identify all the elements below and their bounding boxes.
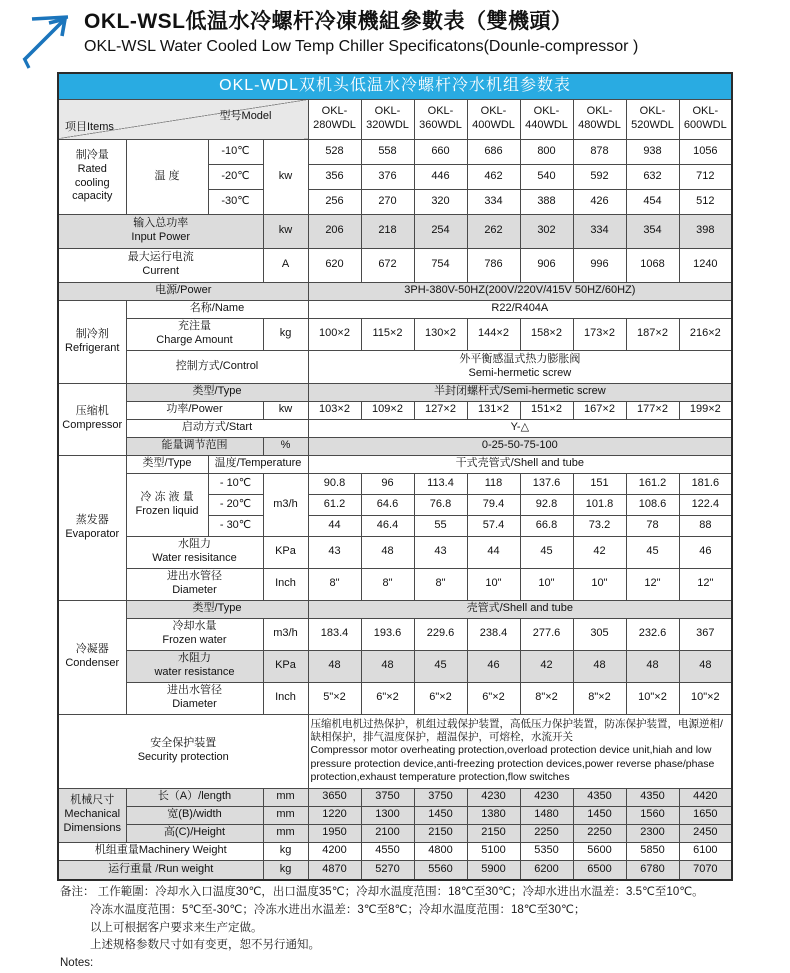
value-cell: 277.6 (520, 618, 573, 650)
unit-cell: kg (263, 318, 308, 350)
value-cell: 79.4 (467, 494, 520, 515)
value-cell: 2450 (679, 824, 732, 842)
value-cell: 8" (414, 568, 467, 600)
value-cell: 672 (361, 248, 414, 282)
refrigerant-category-cell: 制冷剂 Refrigerant (58, 300, 126, 383)
table-row (58, 455, 732, 473)
table-row (58, 300, 732, 318)
page-title-en: OKL-WSL Water Cooled Low Temp Chiller Specificatons(Dounle-compressor ) (84, 38, 639, 55)
model-header: OKL- 400WDL (467, 99, 520, 139)
value-cell: 76.8 (414, 494, 467, 515)
value-cell: 320 (414, 189, 467, 214)
unit-cell: m3/h (263, 618, 308, 650)
value-cell: 800 (520, 139, 573, 164)
value-cell: 206 (308, 214, 361, 248)
table-row (58, 282, 732, 300)
value-cell: 6200 (520, 860, 573, 880)
value-cell: 10" (520, 568, 573, 600)
value-cell: 46 (467, 650, 520, 682)
value-cell: 6780 (626, 860, 679, 880)
table-row (58, 650, 732, 682)
corner-cell (58, 99, 308, 139)
value-cell: 161.2 (626, 473, 679, 494)
value-cell: 73.2 (573, 515, 626, 536)
energy-range-value-cell: 0-25-50-75-100 (308, 437, 732, 455)
value-cell: 8"×2 (520, 682, 573, 714)
value-cell: 1300 (361, 806, 414, 824)
value-cell: 232.6 (626, 618, 679, 650)
note-line: 备注： 工作範圍：冷却水入口温度30℃，出口温度35℃；冷却水温度范围：18℃至30℃；冷却水进出水温差：3.5℃至10℃。 (60, 886, 704, 898)
value-cell: 10" (467, 568, 520, 600)
value-cell: 4870 (308, 860, 361, 880)
value-cell: 1450 (414, 806, 467, 824)
value-cell: 4420 (679, 788, 732, 806)
table-row (58, 248, 732, 282)
unit-cell: kw (263, 401, 308, 419)
frozen-liquid-label-cell: 冷 冻 液 量 Frozen liquid (126, 473, 208, 536)
unit-cell: A (263, 248, 308, 282)
value-cell: 218 (361, 214, 414, 248)
value-cell: 238.4 (467, 618, 520, 650)
cond-water-resistance-label-cell: 水阻力 water resistance (126, 650, 263, 682)
value-cell: 878 (573, 139, 626, 164)
value-cell: 1560 (626, 806, 679, 824)
value-cell: 2150 (467, 824, 520, 842)
table-banner: OKL-WDL双机头低温水冷螺杆冷水机组参数表 (58, 73, 732, 99)
up-right-arrow-icon (12, 8, 78, 70)
value-cell: 8" (308, 568, 361, 600)
value-cell: 620 (308, 248, 361, 282)
temp-cell: -30℃ (208, 189, 263, 214)
evaporator-temp-label-cell: 温度/Temperature (208, 455, 308, 473)
compressor-power-label-cell: 功率/Power (126, 401, 263, 419)
value-cell: 2250 (520, 824, 573, 842)
value-cell: 78 (626, 515, 679, 536)
value-cell: 177×2 (626, 401, 679, 419)
temperature-label-cell: 温 度 (126, 139, 208, 214)
value-cell: 6"×2 (414, 682, 467, 714)
unit-cell: kg (263, 860, 308, 880)
model-header: OKL- 320WDL (361, 99, 414, 139)
value-cell: 4230 (520, 788, 573, 806)
table-row (58, 139, 732, 164)
value-cell: 398 (679, 214, 732, 248)
value-cell: 512 (679, 189, 732, 214)
value-cell: 2100 (361, 824, 414, 842)
table-row (58, 682, 732, 714)
model-header: OKL- 600WDL (679, 99, 732, 139)
value-cell: 66.8 (520, 515, 573, 536)
control-value-cell: 外平衡感温式热力膨胀阀 Semi-hermetic screw (308, 350, 732, 383)
value-cell: 1220 (308, 806, 361, 824)
value-cell: 100×2 (308, 318, 361, 350)
value-cell: 158×2 (520, 318, 573, 350)
value-cell: 45 (626, 536, 679, 568)
value-cell: 151 (573, 473, 626, 494)
value-cell: 216×2 (679, 318, 732, 350)
value-cell: 12" (626, 568, 679, 600)
condenser-type-label-cell: 类型/Type (126, 600, 308, 618)
width-label-cell: 宽(B)/width (126, 806, 263, 824)
value-cell: 108.6 (626, 494, 679, 515)
note-line: 以上可根据客户要求来生产定做。 (90, 921, 263, 934)
value-cell: 1650 (679, 806, 732, 824)
unit-cell: m3/h (263, 473, 308, 536)
table-row (58, 214, 732, 248)
value-cell: 558 (361, 139, 414, 164)
value-cell: 446 (414, 164, 467, 189)
model-header: OKL- 280WDL (308, 99, 361, 139)
unit-cell: % (263, 437, 308, 455)
table-row (58, 600, 732, 618)
model-header: OKL- 360WDL (414, 99, 467, 139)
table-row (58, 536, 732, 568)
value-cell: 57.4 (467, 515, 520, 536)
value-cell: 1380 (467, 806, 520, 824)
value-cell: 5270 (361, 860, 414, 880)
note-line: Notes: (60, 957, 94, 970)
value-cell: 118 (467, 473, 520, 494)
value-cell: 113.4 (414, 473, 467, 494)
value-cell: 270 (361, 189, 414, 214)
value-cell: 187×2 (626, 318, 679, 350)
evap-water-resistance-label-cell: 水阻力 Water resisitance (126, 536, 263, 568)
energy-range-label-cell: 能量调节范围 (126, 437, 263, 455)
value-cell: 256 (308, 189, 361, 214)
table-row (58, 568, 732, 600)
cooling-category-cell: 制冷量 Rated cooling capacity (58, 139, 126, 214)
value-cell: 1950 (308, 824, 361, 842)
spec-table (57, 72, 733, 881)
value-cell: 6"×2 (361, 682, 414, 714)
value-cell: 96 (361, 473, 414, 494)
value-cell: 4800 (414, 842, 467, 860)
value-cell: 3750 (414, 788, 467, 806)
value-cell: 938 (626, 139, 679, 164)
value-cell: 2250 (573, 824, 626, 842)
value-cell: 3750 (361, 788, 414, 806)
value-cell: 1068 (626, 248, 679, 282)
start-mode-label-cell: 启动方式/Start (126, 419, 308, 437)
value-cell: 173×2 (573, 318, 626, 350)
table-row (58, 401, 732, 419)
value-cell: 2150 (414, 824, 467, 842)
table-row (58, 350, 732, 383)
table-row (58, 714, 732, 788)
value-cell: 2300 (626, 824, 679, 842)
value-cell: 1450 (573, 806, 626, 824)
value-cell: 88 (679, 515, 732, 536)
value-cell: 262 (467, 214, 520, 248)
value-cell: 6100 (679, 842, 732, 860)
value-cell: 4200 (308, 842, 361, 860)
unit-cell: mm (263, 824, 308, 842)
corner-items-label: 项目Items (65, 120, 114, 133)
value-cell: 7070 (679, 860, 732, 880)
value-cell: 45 (414, 650, 467, 682)
condenser-type-value-cell: 壳管式/Shell and tube (308, 600, 732, 618)
value-cell: 144×2 (467, 318, 520, 350)
table-banner-row (58, 73, 732, 99)
charge-amount-label-cell: 充注量 Charge Amount (126, 318, 263, 350)
unit-cell: kw (263, 214, 308, 248)
value-cell: 6500 (573, 860, 626, 880)
value-cell: 367 (679, 618, 732, 650)
value-cell: 44 (308, 515, 361, 536)
unit-cell: Inch (263, 682, 308, 714)
value-cell: 5560 (414, 860, 467, 880)
model-header: OKL- 480WDL (573, 99, 626, 139)
model-header: OKL- 520WDL (626, 99, 679, 139)
compressor-type-value-cell: 半封闭螺杆式/Semi-hermetic screw (308, 383, 732, 401)
unit-cell: KPa (263, 536, 308, 568)
value-cell: 127×2 (414, 401, 467, 419)
value-cell: 1240 (679, 248, 732, 282)
table-row (58, 618, 732, 650)
evaporator-category-cell: 蒸发器 Evaporator (58, 455, 126, 600)
corner-model-label: 型号Model (219, 109, 272, 122)
value-cell: 6"×2 (467, 682, 520, 714)
value-cell: 996 (573, 248, 626, 282)
value-cell: 712 (679, 164, 732, 189)
value-cell: 46.4 (361, 515, 414, 536)
value-cell: 305 (573, 618, 626, 650)
value-cell: 48 (361, 650, 414, 682)
value-cell: 334 (467, 189, 520, 214)
unit-cell: kg (263, 842, 308, 860)
value-cell: 528 (308, 139, 361, 164)
value-cell: 199×2 (679, 401, 732, 419)
table-row (58, 437, 732, 455)
value-cell: 42 (573, 536, 626, 568)
value-cell: 5850 (626, 842, 679, 860)
value-cell: 42 (520, 650, 573, 682)
value-cell: 1480 (520, 806, 573, 824)
model-header: OKL- 440WDL (520, 99, 573, 139)
unit-cell: Inch (263, 568, 308, 600)
value-cell: 167×2 (573, 401, 626, 419)
value-cell: 302 (520, 214, 573, 248)
condenser-category-cell: 冷凝器 Condenser (58, 600, 126, 714)
value-cell: 10"×2 (679, 682, 732, 714)
value-cell: 92.8 (520, 494, 573, 515)
value-cell: 906 (520, 248, 573, 282)
table-row (58, 419, 732, 437)
table-row (58, 806, 732, 824)
value-cell: 12" (679, 568, 732, 600)
value-cell: 4230 (467, 788, 520, 806)
value-cell: 48 (361, 536, 414, 568)
note-line: 上述规格参数尺寸如有变更，恕不另行通知。 (90, 939, 320, 952)
temp-cell: -20℃ (208, 164, 263, 189)
value-cell: 462 (467, 164, 520, 189)
page-title-block (84, 5, 774, 56)
control-label-cell: 控制方式/Control (126, 350, 308, 383)
value-cell: 181.6 (679, 473, 732, 494)
note-line: 冷冻水温度范围：5℃至-30℃；冷冻水进出水温差：3℃至8℃；冷却水温度范围：18℃至30℃； (90, 903, 586, 916)
value-cell: 115×2 (361, 318, 414, 350)
unit-cell: kw (263, 139, 308, 214)
temp-cell: - 30℃ (208, 515, 263, 536)
power-supply-value-cell: 3PH-380V-50HZ(200V/220V/415V 50HZ/60HZ) (308, 282, 732, 300)
temp-cell: - 10℃ (208, 473, 263, 494)
unit-cell: mm (263, 806, 308, 824)
cooling-water-label-cell: 冷却水量 Frozen water (126, 618, 263, 650)
value-cell: 131×2 (467, 401, 520, 419)
value-cell: 130×2 (414, 318, 467, 350)
value-cell: 8"×2 (573, 682, 626, 714)
value-cell: 64.6 (361, 494, 414, 515)
value-cell: 356 (308, 164, 361, 189)
value-cell: 10" (573, 568, 626, 600)
table-row (58, 824, 732, 842)
length-label-cell: 长（A）/length (126, 788, 263, 806)
page-title-zh: OKL-WSL低温水冷螺杆冷凍機組參數表（雙機頭） (84, 10, 573, 33)
value-cell: 122.4 (679, 494, 732, 515)
value-cell: 48 (626, 650, 679, 682)
value-cell: 686 (467, 139, 520, 164)
height-label-cell: 高(C)/Height (126, 824, 263, 842)
table-row (58, 788, 732, 806)
machinery-weight-label-cell: 机组重量Machinery Weight (58, 842, 263, 860)
dimensions-category-cell: 机械尺寸 Mechanical Dimensions (58, 788, 126, 842)
unit-cell: KPa (263, 650, 308, 682)
security-text-cell: 压缩机电机过热保护，机组过载保护装置，高低压力保护装置，防冻保护装置，电源逆相/缺相保护，排气温度保护，超温保护，可熔栓，水流开关 Compressor motor overheating protection,overload protection device unit,hiah and low pressure protection device,anti-freezing protection devices,power reverse phase/phase protection,exhaust temperature protection,flow switches (308, 714, 732, 788)
value-cell: 61.2 (308, 494, 361, 515)
value-cell: 55 (414, 515, 467, 536)
footnotes (60, 884, 775, 973)
value-cell: 5350 (520, 842, 573, 860)
value-cell: 388 (520, 189, 573, 214)
value-cell: 48 (308, 650, 361, 682)
value-cell: 3650 (308, 788, 361, 806)
compressor-type-label-cell: 类型/Type (126, 383, 308, 401)
table-row (58, 383, 732, 401)
value-cell: 5100 (467, 842, 520, 860)
value-cell: 426 (573, 189, 626, 214)
security-label-cell: 安全保护装置 Security protection (58, 714, 308, 788)
value-cell: 229.6 (414, 618, 467, 650)
value-cell: 254 (414, 214, 467, 248)
power-supply-label-cell: 电源/Power (58, 282, 308, 300)
value-cell: 1056 (679, 139, 732, 164)
value-cell: 754 (414, 248, 467, 282)
value-cell: 5600 (573, 842, 626, 860)
value-cell: 454 (626, 189, 679, 214)
value-cell: 4350 (573, 788, 626, 806)
value-cell: 193.6 (361, 618, 414, 650)
value-cell: 4350 (626, 788, 679, 806)
value-cell: 183.4 (308, 618, 361, 650)
unit-cell: mm (263, 788, 308, 806)
value-cell: 43 (414, 536, 467, 568)
value-cell: 4550 (361, 842, 414, 860)
value-cell: 632 (626, 164, 679, 189)
current-label-cell: 最大运行电流 Current (58, 248, 263, 282)
evaporator-type-label-cell: 类型/Type (126, 455, 208, 473)
refrigerant-name-label-cell: 名称/Name (126, 300, 308, 318)
value-cell: 137.6 (520, 473, 573, 494)
temp-cell: - 20℃ (208, 494, 263, 515)
input-power-label-cell: 输入总功率 Input Power (58, 214, 263, 248)
value-cell: 90.8 (308, 473, 361, 494)
value-cell: 592 (573, 164, 626, 189)
value-cell: 48 (679, 650, 732, 682)
value-cell: 354 (626, 214, 679, 248)
table-row (58, 473, 732, 494)
table-row (58, 860, 732, 880)
table-row (58, 318, 732, 350)
evap-diameter-label-cell: 进出水管径 Diameter (126, 568, 263, 600)
value-cell: 48 (573, 650, 626, 682)
table-row (58, 842, 732, 860)
value-cell: 10"×2 (626, 682, 679, 714)
value-cell: 8" (361, 568, 414, 600)
compressor-category-cell: 压缩机 Compressor (58, 383, 126, 455)
value-cell: 103×2 (308, 401, 361, 419)
value-cell: 151×2 (520, 401, 573, 419)
value-cell: 45 (520, 536, 573, 568)
value-cell: 376 (361, 164, 414, 189)
value-cell: 109×2 (361, 401, 414, 419)
run-weight-label-cell: 运行重量 /Run weight (58, 860, 263, 880)
value-cell: 5"×2 (308, 682, 361, 714)
value-cell: 786 (467, 248, 520, 282)
value-cell: 46 (679, 536, 732, 568)
value-cell: 101.8 (573, 494, 626, 515)
refrigerant-name-value-cell: R22/R404A (308, 300, 732, 318)
value-cell: 660 (414, 139, 467, 164)
start-mode-value-cell: Y-△ (308, 419, 732, 437)
value-cell: 44 (467, 536, 520, 568)
value-cell: 540 (520, 164, 573, 189)
evaporator-type-value-cell: 干式壳管式/Shell and tube (308, 455, 732, 473)
temp-cell: -10℃ (208, 139, 263, 164)
model-header-row (58, 99, 732, 139)
cond-diameter-label-cell: 进出水管径 Diameter (126, 682, 263, 714)
value-cell: 334 (573, 214, 626, 248)
value-cell: 43 (308, 536, 361, 568)
value-cell: 5900 (467, 860, 520, 880)
